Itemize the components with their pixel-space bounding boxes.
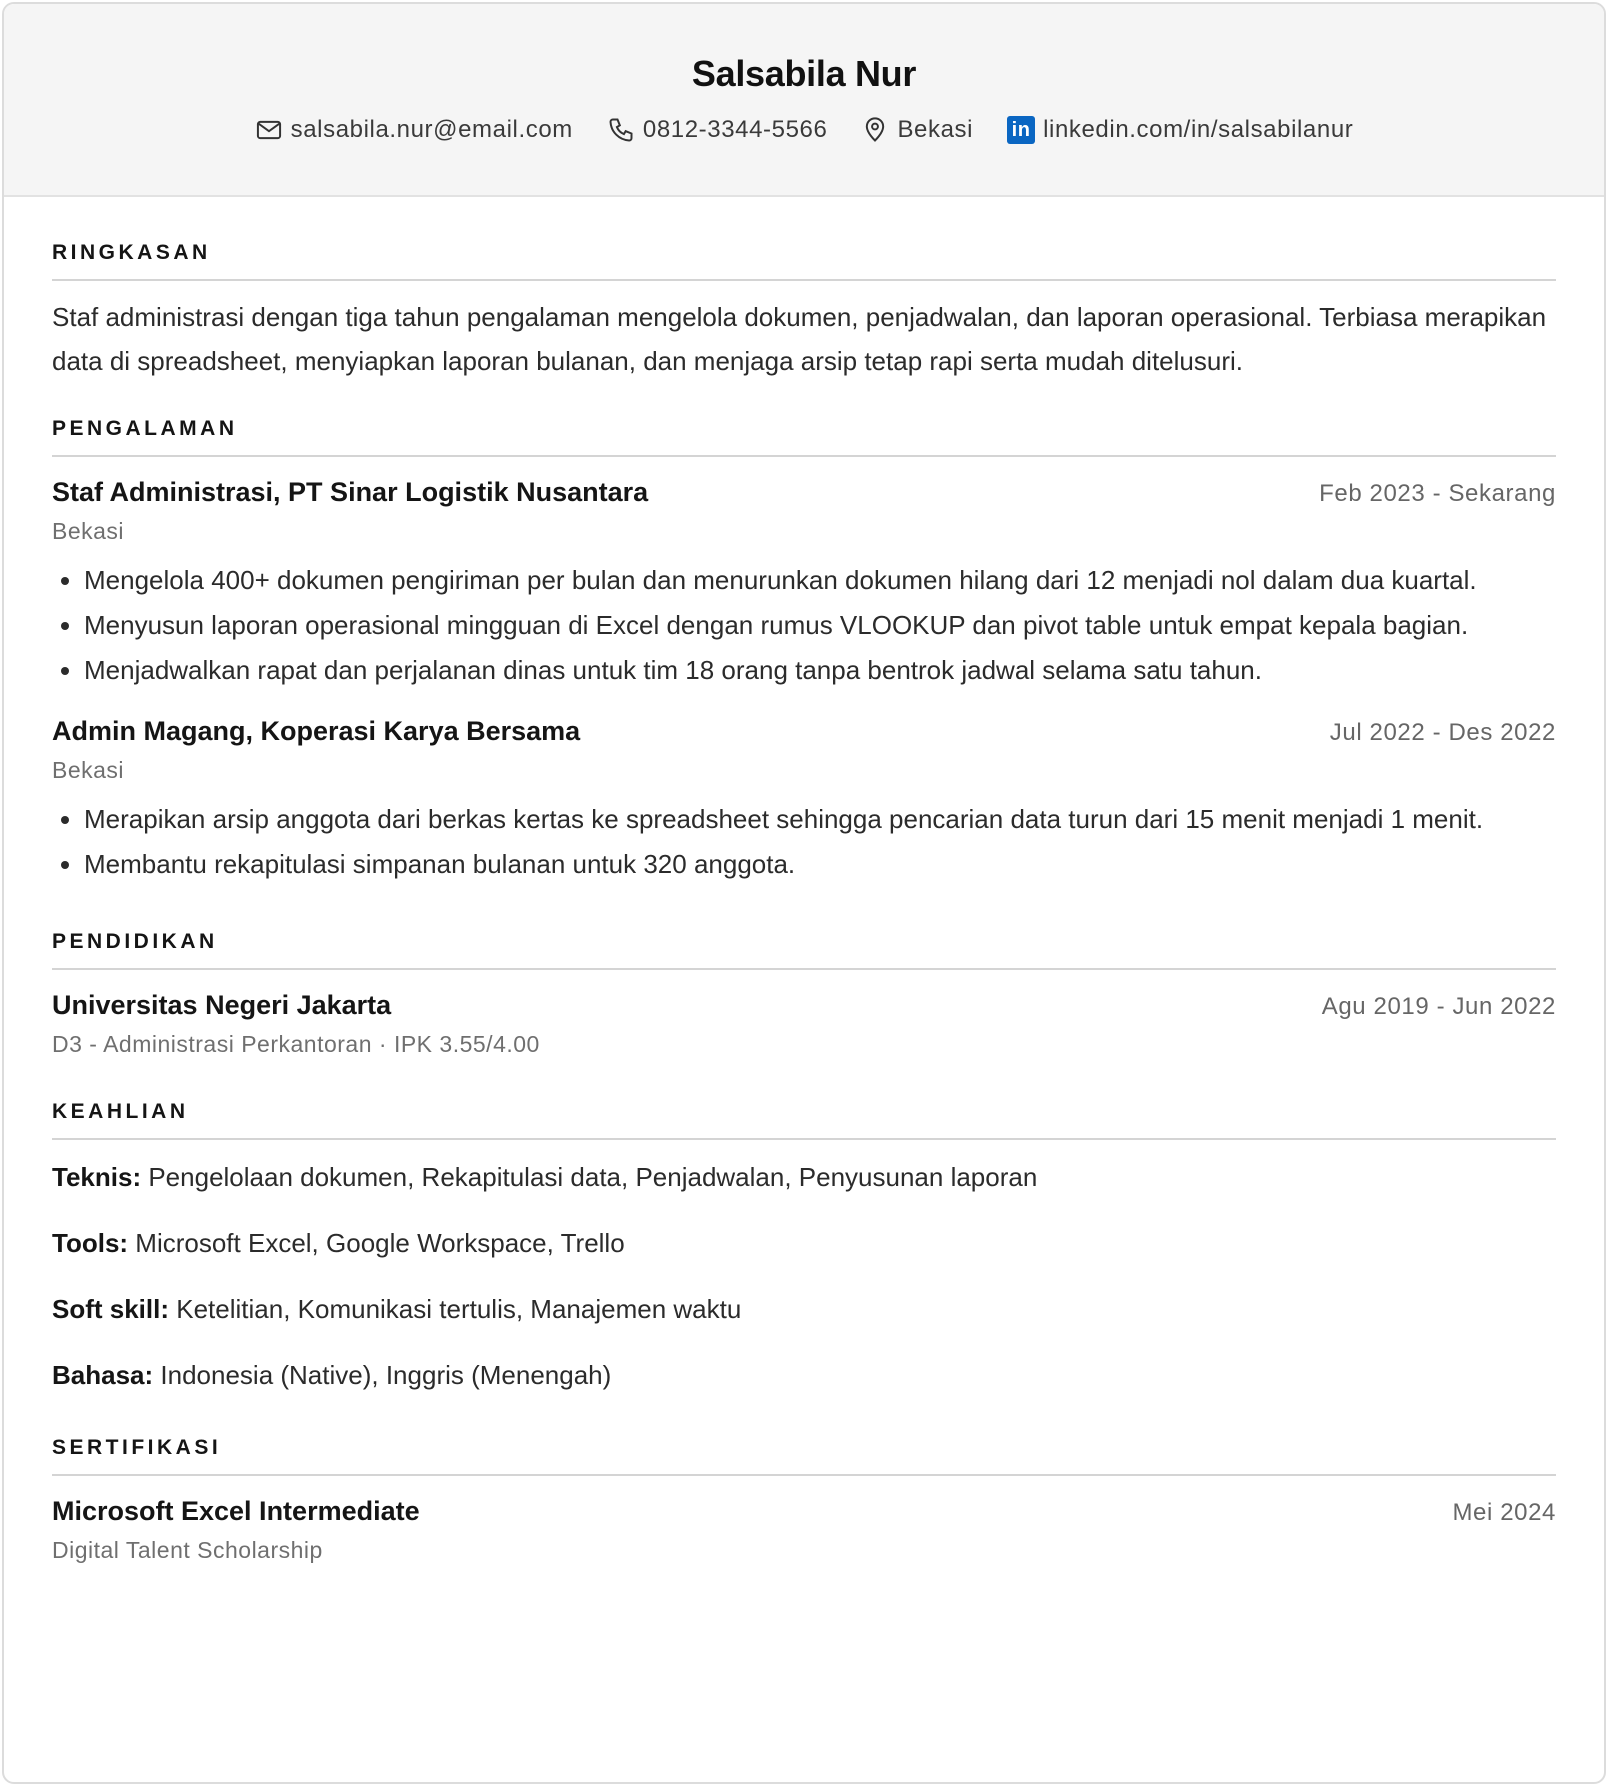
resume-header: [4, 4, 1604, 197]
contact-location: [861, 116, 973, 144]
skill-label: Bahasa:: [52, 1360, 154, 1390]
skill-value: Microsoft Excel, Google Workspace, Trello: [135, 1228, 625, 1258]
skill-label: Teknis:: [52, 1162, 142, 1192]
school-name: Universitas Negeri Jakarta: [52, 990, 392, 1020]
experience-entry: [52, 477, 1556, 692]
section-title-summary: RINGKASAN: [52, 241, 1556, 281]
education-entry: [52, 990, 1556, 1058]
list-item: • Membantu rekapitulasi simpanan bulanan untuk 320 anggota.: [84, 843, 1556, 886]
skill-value: Ketelitian, Komunikasi tertulis, Manajemen waktu: [176, 1294, 742, 1324]
phone-text: 0812-3344-5566: [642, 116, 828, 143]
skill-value: Indonesia (Native), Inggris (Menengah): [160, 1360, 612, 1390]
certification-date: Mei 2024: [1452, 1499, 1556, 1526]
resume-card: [2, 2, 1606, 1784]
contact-phone[interactable]: [607, 116, 828, 144]
job-title: Staf Administrasi, PT Sinar Logistik Nusantara: [52, 477, 649, 507]
linkedin-text: linkedin.com/in/salsabilanur: [1043, 116, 1354, 143]
job-date: Feb 2023 - Sekarang: [1319, 480, 1556, 507]
job-title: Admin Magang, Koperasi Karya Bersama: [52, 716, 581, 746]
job-date: Jul 2022 - Des 2022: [1329, 719, 1556, 746]
mail-icon: [255, 116, 283, 144]
certification-name: Microsoft Excel Intermediate: [52, 1496, 420, 1526]
section-title-skills: KEAHLIAN: [52, 1100, 1556, 1140]
location-pin-icon: [861, 116, 889, 144]
location-text: Bekasi: [897, 116, 974, 143]
email-text: salsabila.nur@email.com: [290, 116, 573, 143]
phone-icon: [607, 116, 635, 144]
skill-row: [52, 1160, 1556, 1194]
summary-text: Staf administrasi dengan tiga tahun pengalaman mengelola dokumen, penjadwalan, dan laporan operasional. Terbiasa merapikan data di spreadsheet, menyiapkan laporan bulanan, dan menjaga arsip tetap rapi serta mudah ditelusuri.: [52, 302, 1547, 376]
list-item: • Merapikan arsip anggota dari berkas kertas ke spreadsheet sehingga pencarian data turun dari 15 menit menjadi 1 menit.: [84, 798, 1556, 841]
candidate-name: Salsabila Nur: [691, 53, 917, 94]
list-item: • Menyusun laporan operasional mingguan di Excel dengan rumus VLOOKUP dan pivot table untuk empat kepala bagian.: [84, 604, 1556, 647]
job-location: Bekasi: [52, 518, 125, 544]
list-item: • Menjadwalkan rapat dan perjalanan dinas untuk tim 18 orang tanpa bentrok jadwal selama satu tahun.: [84, 649, 1556, 692]
job-bullets: [52, 559, 1556, 692]
certification-entry: [52, 1496, 1556, 1564]
certification-issuer: Digital Talent Scholarship: [52, 1537, 323, 1563]
list-item: • Mengelola 400+ dokumen pengiriman per bulan dan menurunkan dokumen hilang dari 12 menjadi nol dalam dua kuartal.: [84, 559, 1556, 602]
skill-label: Tools:: [52, 1228, 129, 1258]
resume-body: [4, 241, 1604, 1564]
section-title-education: PENDIDIKAN: [52, 930, 1556, 970]
job-bullets: [52, 798, 1556, 886]
contact-email[interactable]: [255, 116, 573, 144]
skill-label: Soft skill:: [52, 1294, 170, 1324]
section-title-experience: PENGALAMAN: [52, 417, 1556, 457]
education-date: Agu 2019 - Jun 2022: [1321, 993, 1556, 1020]
contact-bar: [4, 116, 1604, 144]
education-detail: D3 - Administrasi Perkantoran · IPK 3.55/4.00: [52, 1031, 540, 1057]
section-title-certification: SERTIFIKASI: [52, 1436, 1556, 1476]
contact-linkedin[interactable]: [1007, 116, 1353, 144]
skills-list: [52, 1160, 1556, 1392]
skill-row: [52, 1226, 1556, 1260]
skill-value: Pengelolaan dokumen, Rekapitulasi data, Penjadwalan, Penyusunan laporan: [148, 1162, 1038, 1192]
linkedin-icon: in: [1007, 116, 1035, 144]
skill-row: [52, 1358, 1556, 1392]
job-location: Bekasi: [52, 757, 125, 783]
skill-row: [52, 1292, 1556, 1326]
experience-entry: [52, 716, 1556, 886]
